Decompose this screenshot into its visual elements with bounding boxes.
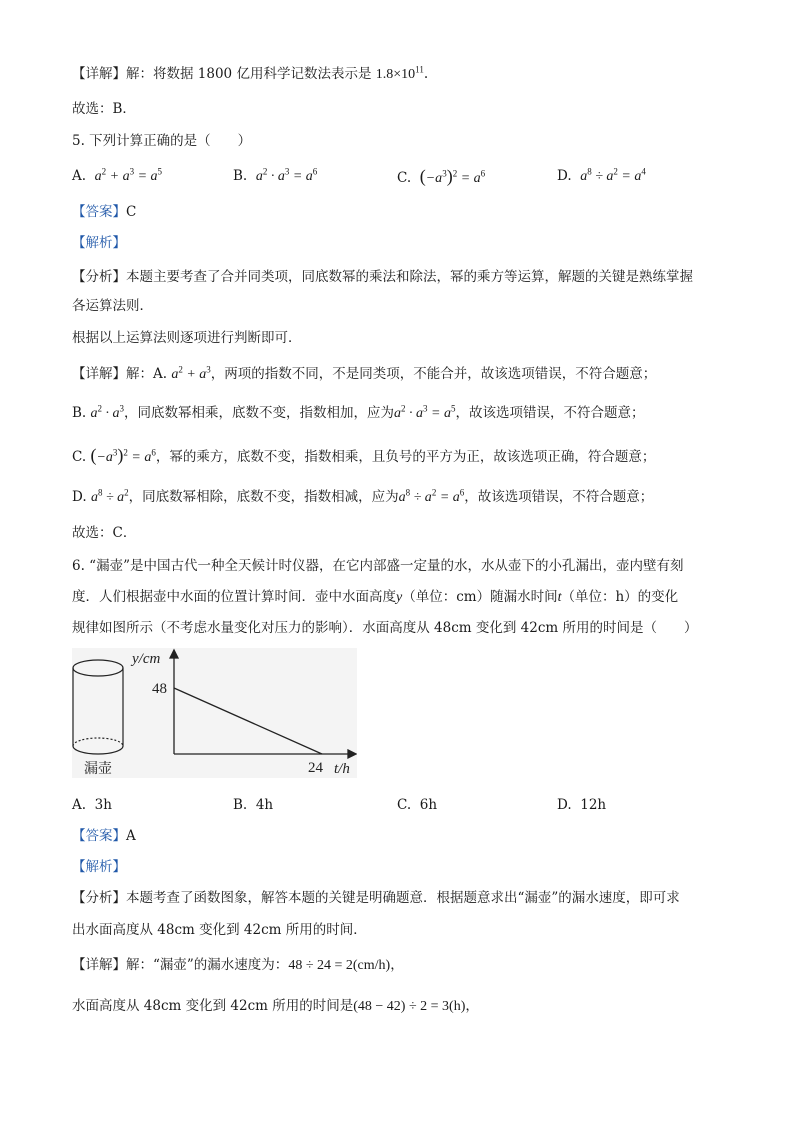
q6-option-b: B. 4h xyxy=(233,797,274,813)
detail-5-c: C. $(-a^3)^2 = a^6$，幂的乘方，底数不变，指数相乘，且负号的平方为正，故该选项正确，符合题意； xyxy=(72,445,656,465)
choice-5: 故选：C． xyxy=(72,525,137,541)
question-6-line-2: 度．人们根据壶中水面的位置计算时间．壶中水面高度y（单位：cm）随漏水时间t（单位：h）的变化 xyxy=(72,589,679,605)
analysis-5-line-1: 【分析】本题主要考查了合并同类项，同底数幂的乘法和除法，幂的乘方等运算，解题的关键是熟练掌握 xyxy=(72,269,693,285)
x-value-label: 24 xyxy=(308,760,323,776)
detail-5-d: D. $a^8 \div a^2$，同底数幂相除，底数不变，指数相减，应为$a^8 \div a^2 = a^6$，故该选项错误，不符合题意； xyxy=(72,487,654,505)
q6-option-d: D. 12h xyxy=(557,797,607,813)
y-value-label: 48 xyxy=(152,681,167,697)
analysis-6-line-1: 【分析】本题考查了函数图象，解答本题的关键是明确题意．根据题意求出“漏壶”的漏水速度，即可求 xyxy=(72,890,680,906)
analysis-5-line-2: 各运算法则． xyxy=(72,298,153,314)
q6-option-a: A. 3h xyxy=(72,797,112,813)
leaking-pot-figure xyxy=(72,648,357,778)
q5-option-b: B. $a^2 \cdot a^3 = a^6$ xyxy=(233,166,318,184)
detail-6-line-2: 水面高度从 48cm 变化到 42cm 所用的时间是(48 − 42) ÷ 2 = 3(h)， xyxy=(72,998,479,1014)
q5-option-c: C. $(-a^3)^2 = a^6$ xyxy=(397,166,486,186)
x-axis-label: t/h xyxy=(334,761,350,777)
detail-5-b: B. $a^2 \cdot a^3$，同底数幂相乘，底数不变，指数相加，应为$a^2 \cdot a^3 = a^5$，故该选项错误，不符合题意； xyxy=(72,403,645,421)
question-6-line-1: 6. “漏壶”是中国古代一种全天候计时仪器，在它内部盛一定量的水，水从壶下的小孔漏出，壶内壁有刻 xyxy=(72,558,684,574)
analysis-5-line-3: 根据以上运算法则逐项进行判断即可． xyxy=(72,330,302,346)
analysis-6-line-2: 出水面高度从 48cm 变化到 42cm 所用的时间． xyxy=(72,922,367,938)
question-5: 5. 下列计算正确的是（ ） xyxy=(72,133,252,149)
figure-caption: 漏壶 xyxy=(84,761,112,777)
detail-5-a: 【详解】解：A. $a^2 + a^3$，两项的指数不同，不是同类项，不能合并，故该选项错误，不符合题意； xyxy=(72,364,657,382)
answer-5: 【答案】C xyxy=(72,204,137,220)
detail-text: 解：将数据 1800 亿用科学记数法表示是 xyxy=(126,66,372,82)
q5-option-a: A. $a^2 + a^3 = a^5$ xyxy=(72,166,163,184)
analysis-6-tag: 【解析】 xyxy=(72,859,126,875)
choice-line: 故选：B． xyxy=(72,101,136,117)
scientific-notation: $1.8\times 10^{11}$ xyxy=(375,64,424,82)
question-6-line-3: 规律如图所示（不考虑水量变化对压力的影响）．水面高度从 48cm 变化到 42cm 所用的时间是（ ） xyxy=(72,620,698,636)
detail-tag: 【详解】 xyxy=(72,66,126,82)
analysis-5-tag: 【解析】 xyxy=(72,235,126,251)
y-axis-label: y/cm xyxy=(132,651,161,667)
q6-option-c: C. 6h xyxy=(397,797,438,813)
answer-6: 【答案】A xyxy=(72,828,136,844)
detail-line-1: 【详解】解：将数据 1800 亿用科学记数法表示是 $1.8\times 10^{11}$. xyxy=(72,64,429,82)
q5-option-d: D. $a^8 \div a^2 = a^4$ xyxy=(557,166,646,184)
detail-6-line-1: 【详解】解：“漏壶”的漏水速度为：48 ÷ 24 = 2(cm/h)， xyxy=(72,957,404,973)
